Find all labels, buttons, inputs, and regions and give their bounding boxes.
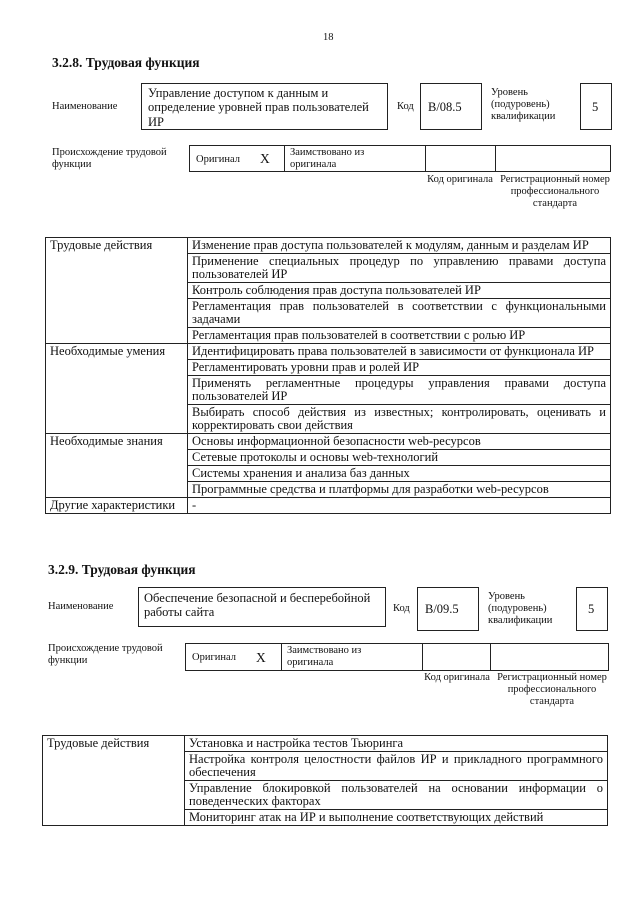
row-label: Трудовые действия <box>46 238 188 344</box>
level-value: 5 <box>588 602 595 616</box>
list-item: Изменение прав доступа пользователей к модулям, данным и разделам ИР <box>188 238 611 254</box>
origin-label: Происхождение трудовой функции <box>48 643 163 667</box>
table-row <box>46 344 611 360</box>
name-label: Наименование <box>48 601 114 612</box>
code-orig-caption: Код оригинала <box>424 672 490 683</box>
list-item: Мониторинг атак на ИР и выполнение соответствующих действий <box>185 810 608 826</box>
list-item: Программные средства и платформы для разработки web-ресурсов <box>188 482 611 498</box>
function-table-2 <box>42 735 608 826</box>
list-item: Идентифицировать права пользователей в зависимости от функционала ИР <box>188 344 611 360</box>
name-box <box>138 587 386 627</box>
list-item: Основы информационной безопасности web-ресурсов <box>188 434 611 450</box>
section-heading: 3.2.8. Трудовая функция <box>52 55 200 70</box>
list-item: Выбирать способ действия из известных; контролировать, оценивать и корректировать свои действия <box>188 405 611 434</box>
list-item: Регламентация прав пользователей в соответствии с ролью ИР <box>188 328 611 344</box>
level-box <box>576 587 608 631</box>
list-item: Применение специальных процедур по управлению правами доступа пользователей ИР <box>188 254 611 283</box>
origin-box <box>185 643 609 671</box>
table-row <box>46 498 611 514</box>
level-label: Уровень (подуровень) квалификации <box>491 87 556 123</box>
original-label: Оригинал <box>196 154 240 165</box>
code-label: Код <box>397 101 414 112</box>
list-item: Установка и настройка тестов Тьюринга <box>185 736 608 752</box>
section-heading: 3.2.9. Трудовая функция <box>48 562 196 577</box>
list-item: Сетевые протоколы и основы web-технологий <box>188 450 611 466</box>
row-label: Другие характеристики <box>46 498 188 514</box>
original-mark: X <box>260 151 270 166</box>
page-number: 18 <box>323 32 334 43</box>
name-value: Управление доступом к данным и определение уровней прав пользователей ИР <box>148 86 369 129</box>
level-label: Уровень (подуровень) квалификации <box>488 591 553 627</box>
code-label: Код <box>393 603 410 614</box>
code-box <box>420 83 482 130</box>
name-value: Обеспечение безопасной и бесперебойной работы сайта <box>144 591 371 620</box>
function-table-1 <box>45 237 611 514</box>
code-value: B/08.5 <box>428 100 462 114</box>
level-box <box>580 83 612 130</box>
table-row <box>46 434 611 450</box>
list-item: Настройка контроля целостности файлов ИР и прикладного программного обеспечения <box>185 752 608 781</box>
origin-box <box>189 145 611 172</box>
list-item: - <box>188 498 611 514</box>
borrowed-label: Заимствовано из оригинала <box>290 147 365 171</box>
code-box <box>417 587 479 631</box>
origin-label: Происхождение трудовой функции <box>52 147 167 171</box>
reg-num-caption: Регистрационный номер профессионального стандарта <box>500 174 610 210</box>
level-value: 5 <box>592 100 599 114</box>
table-row <box>43 736 608 752</box>
row-label: Трудовые действия <box>43 736 185 826</box>
list-item: Системы хранения и анализа баз данных <box>188 466 611 482</box>
borrowed-label: Заимствовано из оригинала <box>287 645 362 669</box>
table-row <box>46 238 611 254</box>
row-label: Необходимые умения <box>46 344 188 434</box>
name-label: Наименование <box>52 101 118 112</box>
row-label: Необходимые знания <box>46 434 188 498</box>
original-label: Оригинал <box>192 652 236 663</box>
reg-num-caption: Регистрационный номер профессионального стандарта <box>497 672 607 708</box>
code-value: B/09.5 <box>425 602 459 616</box>
code-orig-caption: Код оригинала <box>427 174 493 185</box>
list-item: Применять регламентные процедуры управления правами доступа пользователей ИР <box>188 376 611 405</box>
name-box <box>141 83 388 130</box>
list-item: Контроль соблюдения прав доступа пользователей ИР <box>188 283 611 299</box>
list-item: Регламентация прав пользователей в соответствии с функциональными задачами <box>188 299 611 328</box>
list-item: Регламентировать уровни прав и ролей ИР <box>188 360 611 376</box>
list-item: Управление блокировкой пользователей на основании информации о поведенческих факторах <box>185 781 608 810</box>
original-mark: X <box>256 650 266 665</box>
